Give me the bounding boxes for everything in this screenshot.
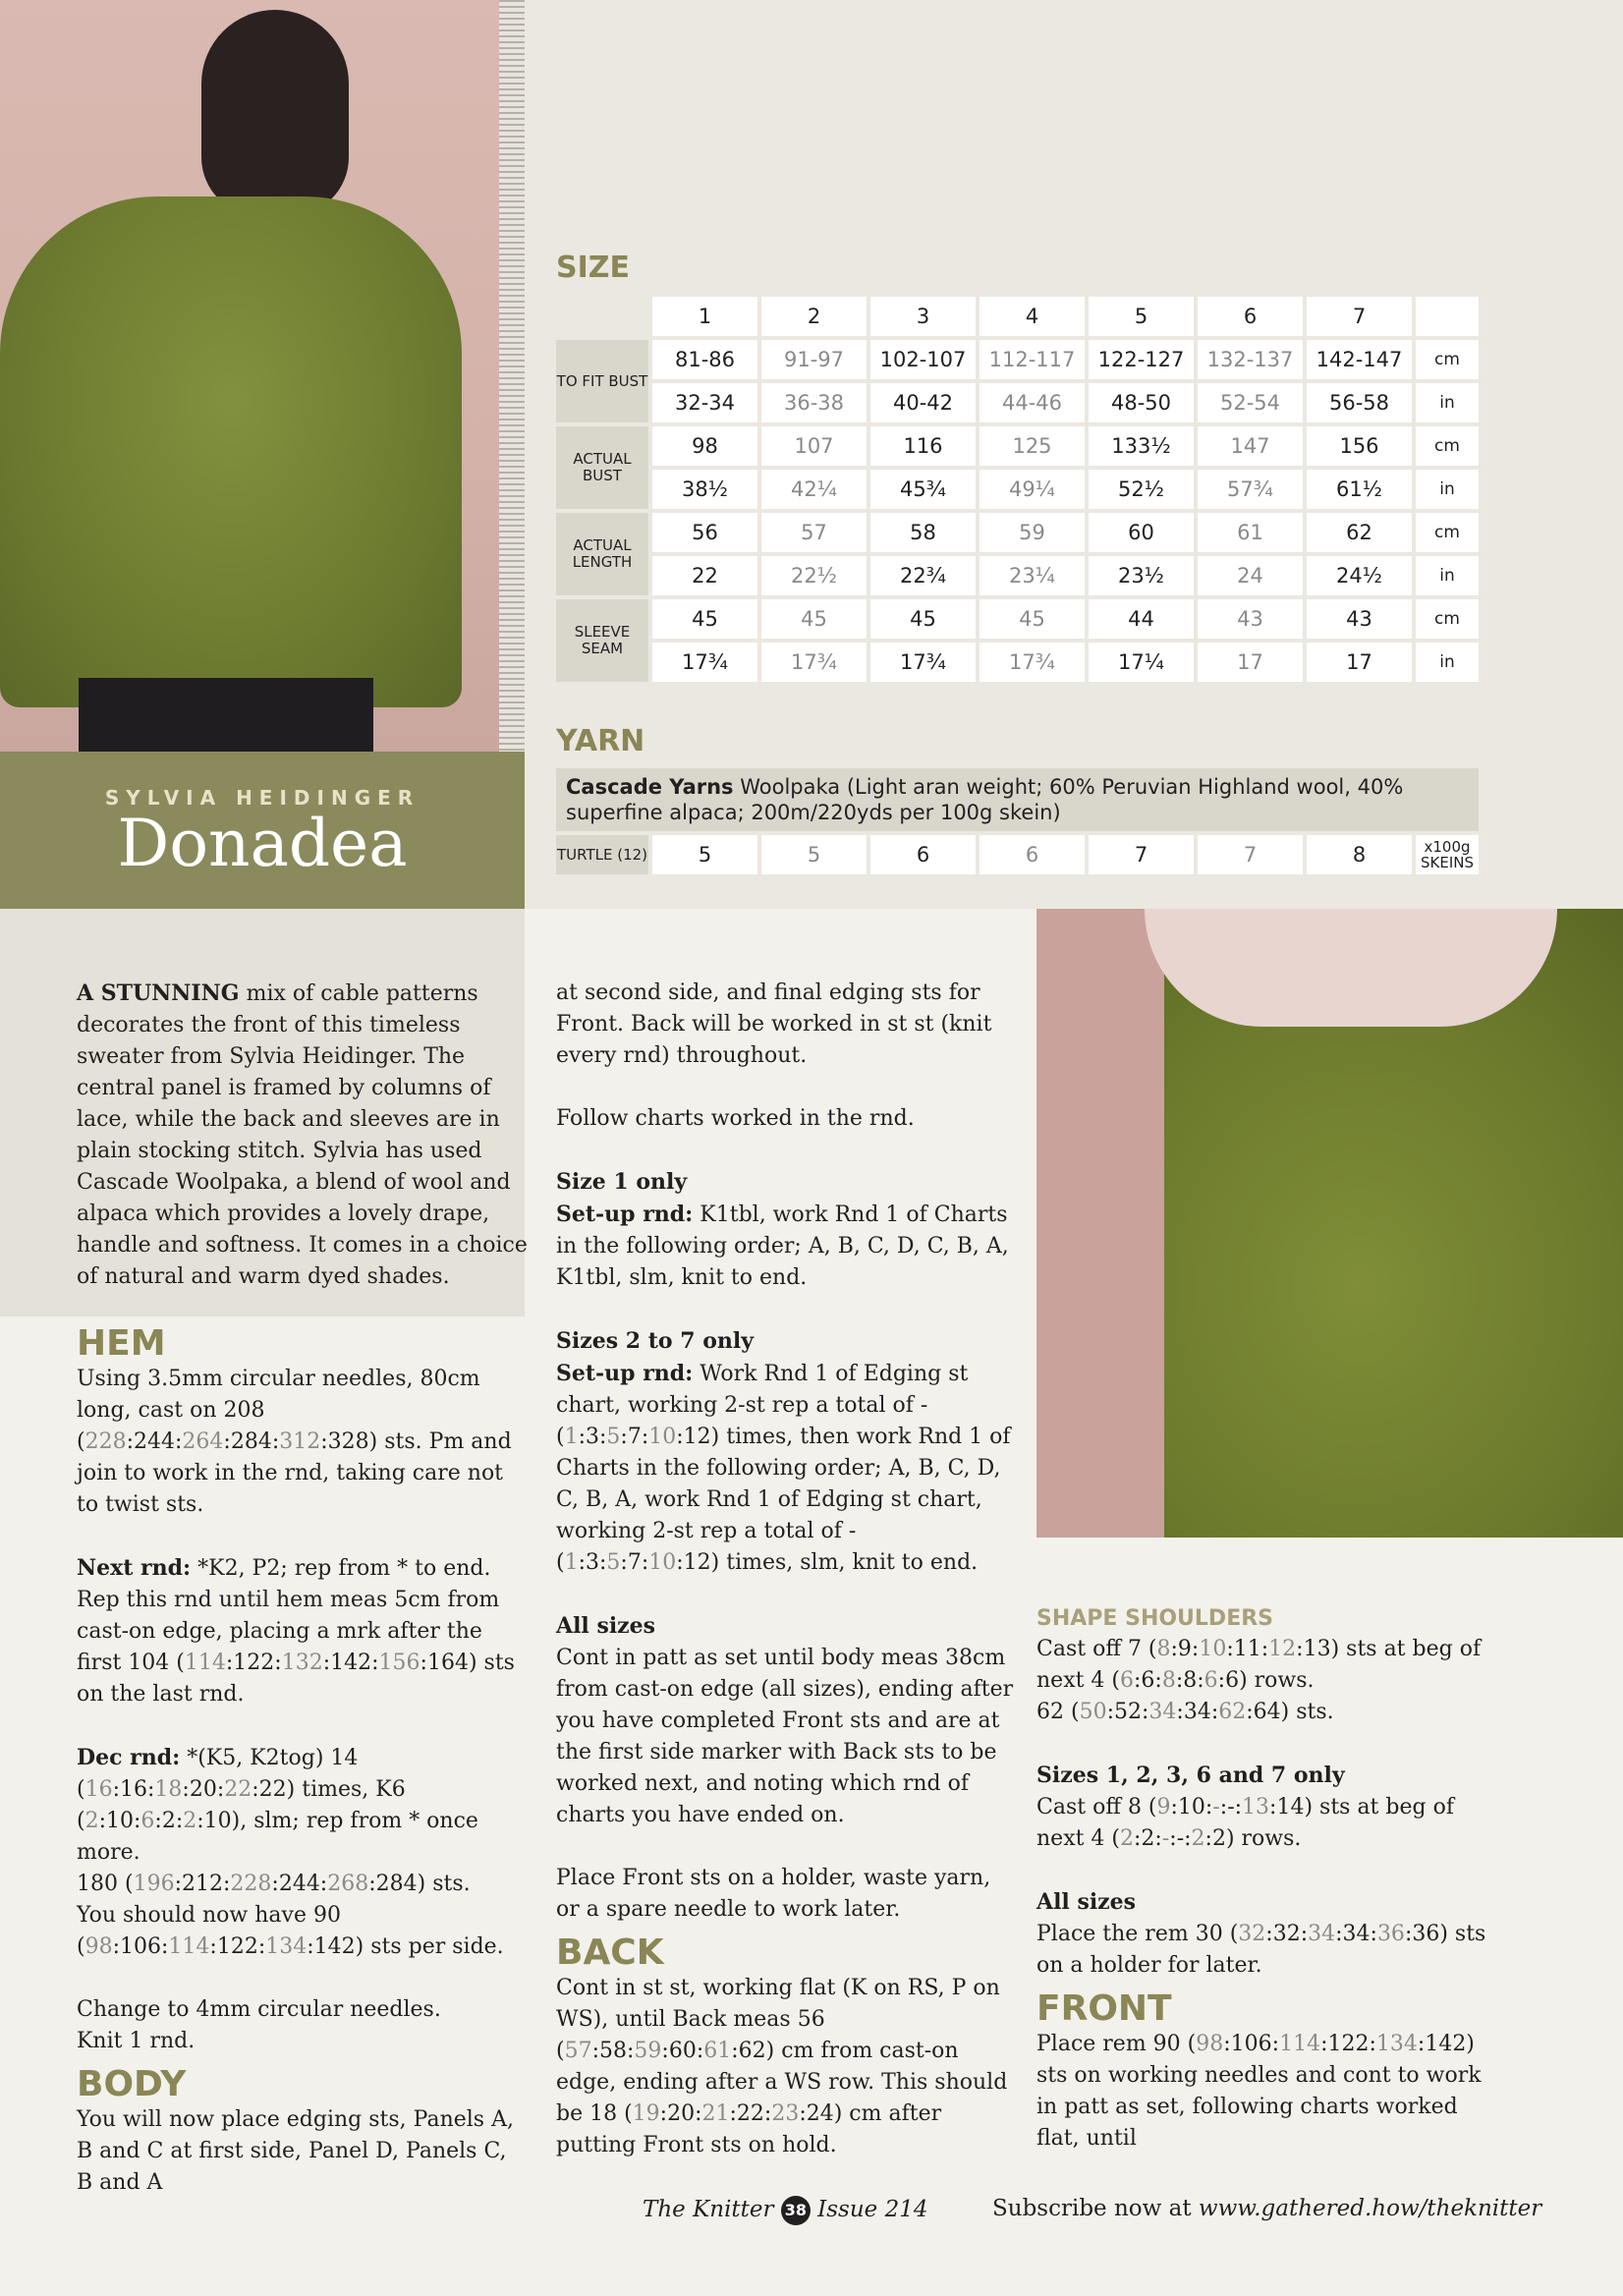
front-heading: FRONT [1036, 1988, 1172, 2029]
table-cell: 48-50 [1089, 383, 1194, 422]
footer-left [643, 2196, 927, 2225]
table-cell: 44 [1089, 599, 1194, 639]
model-hair [201, 10, 349, 216]
table-cell: 17 [1307, 643, 1412, 682]
text: *K2, P2; rep from * to end. [191, 1556, 491, 1581]
text: 34 [1308, 1922, 1336, 1946]
table-cell: 61½ [1307, 470, 1412, 509]
photo-background [1036, 909, 1164, 1538]
text: 10 [648, 1550, 677, 1575]
table-cell: 91-97 [761, 340, 867, 379]
row-label: SLEEVE SEAM [556, 599, 648, 682]
text: 18 [154, 1777, 183, 1802]
unit-cell: cm [1416, 426, 1479, 466]
text: :328) sts. Pm and join to work in the rnd, taking care not to twist sts. [77, 1429, 512, 1517]
text: Place rem 90 ( [1036, 2032, 1197, 2056]
sizes27-instructions [556, 1325, 1018, 1579]
text: 98 [84, 1934, 113, 1959]
pattern-title: Donadea [117, 806, 408, 881]
yarn-table [552, 764, 1483, 878]
text: 134 [1375, 2032, 1418, 2056]
empty-unit-cell [1416, 297, 1479, 336]
body-intro-cont: at second side, and final edging sts for Front. Back will be worked in st st (knit every rnd) throughout. [556, 980, 992, 1068]
size-col-3: 3 [870, 297, 976, 336]
text: 114 [168, 1934, 210, 1959]
text: Cast off 8 ( [1036, 1795, 1157, 1820]
unit-cell: in [1416, 643, 1479, 682]
text: 12 [1268, 1637, 1297, 1661]
table-row [556, 340, 1479, 379]
text: 196 [133, 1872, 175, 1896]
text: 134 [265, 1934, 308, 1959]
text: 312 [279, 1429, 321, 1454]
text: 132 [281, 1651, 323, 1675]
text: 1 [564, 1550, 579, 1575]
column-2 [556, 978, 1018, 2193]
table-cell: 57¾ [1198, 470, 1303, 509]
hem-next-rnd [77, 1552, 529, 1710]
text: Cont in st st, working flat (K on RS, P on WS), until Back meas 56 ( [556, 1976, 1000, 2063]
skein-cell: 6 [979, 835, 1085, 874]
text: Size 1 only [556, 1169, 688, 1195]
text: 19 [632, 2101, 660, 2126]
skein-cell: 7 [1198, 835, 1303, 874]
unit-cell: cm [1416, 340, 1479, 379]
table-cell: 58 [870, 513, 976, 552]
text: :34: [1335, 1922, 1377, 1946]
shade-label: TURTLE (12) [556, 835, 648, 874]
text: All sizes [1036, 1889, 1137, 1915]
table-row [556, 426, 1479, 466]
table-cell: 17¾ [761, 643, 867, 682]
text: Knit 1 rnd. [77, 2029, 196, 2053]
subscribe-url[interactable]: www.gathered.how/theknitter [1198, 2196, 1542, 2221]
table-cell: 52-54 [1198, 383, 1303, 422]
size1-instructions [556, 1166, 1018, 1294]
table-cell: 32-34 [652, 383, 757, 422]
text: 2 [1120, 1826, 1135, 1851]
table-cell: 116 [870, 426, 976, 466]
text: 8 [1156, 1637, 1171, 1661]
text: 62 [1218, 1700, 1247, 1724]
text: Sizes 2 to 7 only [556, 1328, 755, 1354]
table-cell: 22¾ [870, 556, 976, 595]
column-1 [77, 978, 529, 2230]
table-cell: 22 [652, 556, 757, 595]
size-header-row [556, 297, 1479, 336]
text: :-: [1219, 1795, 1243, 1820]
text: Using 3.5mm circular needles, 80cm long, cast on 208 ( [77, 1367, 480, 1454]
text: :8: [1175, 1668, 1204, 1693]
table-cell: 43 [1307, 599, 1412, 639]
designer-name: SYLVIA HEIDINGER [104, 786, 420, 810]
text: 36 [1376, 1922, 1405, 1946]
text: :22) times, K6 ( [77, 1777, 406, 1833]
page-number: 38 [781, 2196, 811, 2225]
table-row [556, 513, 1479, 552]
text: Sizes 1, 2, 3, 6 and 7 only [1036, 1763, 1345, 1788]
shoulders-sizes [1036, 1760, 1498, 1855]
table-cell: 17¼ [1089, 643, 1194, 682]
yarn-details: Woolpaka (Light aran weight; 60% Peruvian Highland wool, 40% superfine alpaca; 200m/220yds per 100g skein) [566, 775, 1404, 824]
text: :106: [112, 1934, 169, 1959]
text: 5 [606, 1550, 621, 1575]
back-instructions [556, 1973, 1018, 2161]
column-3 [1036, 1604, 1498, 2186]
table-cell: 61 [1198, 513, 1303, 552]
unit-cell: cm [1416, 513, 1479, 552]
table-cell: 62 [1307, 513, 1412, 552]
table-cell: 147 [1198, 426, 1303, 466]
text: 6 [140, 1809, 155, 1833]
text: 114 [184, 1651, 226, 1675]
table-cell: 24½ [1307, 556, 1412, 595]
table-cell: 38½ [652, 470, 757, 509]
unit-cell: cm [1416, 599, 1479, 639]
text: :106: [1223, 2032, 1280, 2056]
text: :2: [1134, 1826, 1162, 1851]
model-trousers [79, 678, 373, 752]
text: :9: [1170, 1637, 1200, 1661]
table-cell: 156 [1307, 426, 1412, 466]
table-row [556, 599, 1479, 639]
table-cell: 45 [979, 599, 1085, 639]
text: Cast off 7 ( [1036, 1637, 1157, 1661]
text: :122: [1320, 2032, 1376, 2056]
row-label: TO FIT BUST [556, 340, 648, 422]
text: :164) sts on the last rnd. [77, 1651, 515, 1707]
text: Set-up rnd: [556, 1361, 694, 1386]
text: :284) sts. [368, 1872, 471, 1896]
table-cell: 42¼ [761, 470, 867, 509]
text: :142) sts per side. [307, 1934, 504, 1959]
body-intro: You will now place edging sts, Panels A, B and C at first side, Panel D, Panels C, B and A [77, 2107, 514, 2195]
table-cell: 24 [1198, 556, 1303, 595]
text: 156 [378, 1651, 420, 1675]
text: :13) sts at beg of next 4 ( [1036, 1637, 1482, 1693]
text: :3: [578, 1550, 607, 1575]
text: 98 [1196, 2032, 1224, 2056]
subscribe-text: Subscribe now at [992, 2196, 1192, 2221]
shirt-collar [1145, 909, 1557, 1027]
yarn-brand: Cascade Yarns [566, 775, 734, 799]
text: :142: [322, 1651, 379, 1675]
text: :32: [1265, 1922, 1309, 1946]
text: 50 [1079, 1700, 1107, 1724]
text: :122: [209, 1934, 266, 1959]
table-cell: 132-137 [1198, 340, 1303, 379]
table-cell: 102-107 [870, 340, 976, 379]
text: K1tbl, work Rnd 1 of Charts in the following order; A, B, C, D, C, B, A, K1tbl, slm, knit to end. [556, 1203, 1009, 1290]
text: 1 [564, 1425, 579, 1449]
text: :60: [661, 2039, 704, 2063]
text: 10 [1199, 1637, 1227, 1661]
text: :12) times, then work Rnd 1 of Charts in the following order; A, B, C, D, C, B, A, work Rnd 1 of Edging st chart, working 2-st rep a total of - ( [556, 1425, 1011, 1575]
intro-text: mix of cable patterns decorates the front of this timeless sweater from Sylvia Heidinger. The central panel is framed by columns of lace, while the back and sleeves are in plain stocking stitch. Sylvia has used Cascade Woolpaka, a blend of wool and alpaca which provides a lovely drape, handle and softness. It comes in a choice of natural and warm dyed shades. [77, 981, 528, 1289]
table-cell: 98 [652, 426, 757, 466]
text: :58: [591, 2039, 635, 2063]
text: :64) sts. [1246, 1700, 1334, 1724]
text: Next rnd: [77, 1555, 192, 1581]
issue-number: Issue 214 [817, 2197, 928, 2222]
table-cell: 81-86 [652, 340, 757, 379]
table-cell: 112-117 [979, 340, 1085, 379]
text: 6 [1120, 1668, 1135, 1693]
table-cell: 17 [1198, 643, 1303, 682]
back-heading: BACK [556, 1932, 664, 1973]
text: 2 [84, 1809, 99, 1833]
table-cell: 44-46 [979, 383, 1085, 422]
table-cell: 17¾ [979, 643, 1085, 682]
skein-cell: 7 [1089, 835, 1194, 874]
table-cell: 125 [979, 426, 1085, 466]
text: 5 [606, 1425, 621, 1449]
footer-right [992, 2196, 1541, 2221]
text: :6) rows. [1217, 1668, 1315, 1693]
empty-cell [556, 297, 648, 336]
size-heading: SIZE [556, 251, 631, 285]
text: :36) sts on a holder for later. [1036, 1922, 1486, 1978]
text: 2 [1191, 1826, 1205, 1851]
text: Place the rem 30 ( [1036, 1922, 1239, 1946]
text: :212: [174, 1872, 231, 1896]
text: :6: [1134, 1668, 1162, 1693]
table-cell: 107 [761, 426, 867, 466]
text: 16 [84, 1777, 113, 1802]
unit-cell: in [1416, 383, 1479, 422]
text: :2: [154, 1809, 184, 1833]
text: *(K5, K2tog) 14 ( [77, 1746, 359, 1802]
text: 9 [1156, 1795, 1171, 1820]
hem-dec-rnd [77, 1742, 529, 1963]
table-cell: 36-38 [761, 383, 867, 422]
shoulders-cast-off [1036, 1634, 1498, 1728]
text: - [1161, 1826, 1170, 1851]
text: Change to 4mm circular needles. [77, 1997, 441, 2022]
table-cell: 49¼ [979, 470, 1085, 509]
hem-change-needles [77, 1994, 529, 2057]
all-sizes-instructions [556, 1610, 1018, 1831]
hem-heading: HEM [77, 1323, 166, 1364]
front-instructions [1036, 2029, 1498, 2155]
text: :7: [620, 1425, 649, 1449]
text: :142) sts on working needles and cont to work in patt as set, following charts worked flat, until [1036, 2032, 1482, 2151]
size-table [552, 293, 1483, 686]
skein-unit: x100g SKEINS [1416, 835, 1479, 874]
table-cell: 22½ [761, 556, 867, 595]
text: 57 [564, 2039, 592, 2063]
text: 6 [1203, 1668, 1218, 1693]
skein-cell: 5 [761, 835, 867, 874]
size-col-5: 5 [1089, 297, 1194, 336]
table-cell: 23¼ [979, 556, 1085, 595]
text: 2 [183, 1809, 197, 1833]
table-cell: 40-42 [870, 383, 976, 422]
size-col-2: 2 [761, 297, 867, 336]
text: :20: [659, 2101, 702, 2126]
table-cell: 45¾ [870, 470, 976, 509]
size-col-6: 6 [1198, 297, 1303, 336]
text: :122: [225, 1651, 282, 1675]
text: Rep this rnd until hem meas 5cm from cast-on edge, placing a mrk after the first 104 ( [77, 1588, 500, 1675]
text: You should now have 90 ( [77, 1903, 341, 1959]
table-cell: 52½ [1089, 470, 1194, 509]
text: 59 [634, 2039, 662, 2063]
model-back-photo [0, 0, 511, 752]
table-cell: 60 [1089, 513, 1194, 552]
hem-cast-on [77, 1364, 529, 1521]
text: :244: [126, 1429, 183, 1454]
text: 23 [771, 2101, 800, 2126]
intro-paragraph [77, 978, 529, 1293]
yarn-desc-row [556, 768, 1479, 831]
text: :7: [620, 1550, 649, 1575]
text: :-: [1169, 1826, 1192, 1851]
text: 114 [1279, 2032, 1321, 2056]
table-cell: 45 [870, 599, 976, 639]
text: 34 [1148, 1700, 1177, 1724]
text: :284: [223, 1429, 280, 1454]
text: :10: [1170, 1795, 1213, 1820]
skein-cell: 5 [652, 835, 757, 874]
text: :10), slm; rep from * once more. [77, 1809, 478, 1865]
table-cell: 43 [1198, 599, 1303, 639]
text: 21 [701, 2101, 730, 2126]
text: Cont in patt as set until body meas 38cm from cast-on edge (all sizes), ending after you have completed Front sts and are at the first side marker with Back sts to be worked next, and noting which rnd of charts you have ended on. [556, 1646, 1014, 1827]
text: :2) rows. [1204, 1826, 1302, 1851]
table-cell: 23½ [1089, 556, 1194, 595]
text: 228 [84, 1429, 127, 1454]
intro-lead: A STUNNING [77, 980, 240, 1006]
text: :24) cm after putting Front sts on hold. [556, 2101, 942, 2157]
skein-cell: 6 [870, 835, 976, 874]
unit-cell: in [1416, 470, 1479, 509]
table-cell: 45 [761, 599, 867, 639]
table-cell: 45 [652, 599, 757, 639]
unit-cell: in [1416, 556, 1479, 595]
body-follow-charts: Follow charts worked in the rnd. [556, 1106, 915, 1131]
text: Work Rnd 1 of Edging st chart, working 2-st rep a total of - ( [556, 1362, 969, 1449]
text: 32 [1238, 1922, 1266, 1946]
text: :244: [271, 1872, 328, 1896]
place-front-sts: Place Front sts on a holder, waste yarn, or a spare needle to work later. [556, 1866, 991, 1922]
text: 180 ( [77, 1872, 134, 1896]
table-cell: 56 [652, 513, 757, 552]
table-cell: 17¾ [652, 643, 757, 682]
text: 10 [648, 1425, 677, 1449]
text: Dec rnd: [77, 1745, 181, 1770]
table-cell: 142-147 [1307, 340, 1412, 379]
text: :34: [1176, 1700, 1219, 1724]
text: 8 [1161, 1668, 1176, 1693]
text: 268 [327, 1872, 369, 1896]
text: 264 [182, 1429, 224, 1454]
text: :22: [729, 2101, 772, 2126]
skein-row [556, 835, 1479, 874]
size-col-1: 1 [652, 297, 757, 336]
table-cell: 17¾ [870, 643, 976, 682]
sweater-detail-photo [1036, 909, 1623, 1538]
table-cell: 122-127 [1089, 340, 1194, 379]
row-label: ACTUAL BUST [556, 426, 648, 509]
text: :3: [578, 1425, 607, 1449]
size-col-7: 7 [1307, 297, 1412, 336]
text: All sizes [556, 1613, 656, 1639]
yarn-description [556, 768, 1479, 831]
text: 228 [230, 1872, 272, 1896]
magazine-name: The Knitter [643, 2197, 774, 2222]
text: 22 [224, 1777, 252, 1802]
shoulders-all-sizes [1036, 1886, 1498, 1982]
body-heading: BODY [77, 2064, 187, 2104]
text: 13 [1242, 1795, 1270, 1820]
table-row [556, 383, 1479, 422]
size-col-4: 4 [979, 297, 1085, 336]
shape-shoulders-heading: SHAPE SHOULDERS [1036, 1606, 1274, 1631]
text: :10: [98, 1809, 141, 1833]
text: :12) times, slm, knit to end. [676, 1550, 979, 1575]
skein-cell: 8 [1307, 835, 1412, 874]
table-cell: 56-58 [1307, 383, 1412, 422]
text: 61 [703, 2039, 732, 2063]
row-label: ACTUAL LENGTH [556, 513, 648, 595]
table-row [556, 556, 1479, 595]
text: :20: [182, 1777, 225, 1802]
text: 62 ( [1036, 1700, 1080, 1724]
table-row [556, 470, 1479, 509]
text: - [1212, 1795, 1220, 1820]
table-cell: 59 [979, 513, 1085, 552]
yarn-heading: YARN [556, 724, 645, 758]
green-sweater-back [0, 196, 462, 707]
table-row [556, 643, 1479, 682]
text: :11: [1226, 1637, 1269, 1661]
table-cell: 57 [761, 513, 867, 552]
text: Set-up rnd: [556, 1202, 694, 1227]
table-cell: 133½ [1089, 426, 1194, 466]
text: :16: [112, 1777, 155, 1802]
text: :52: [1106, 1700, 1149, 1724]
text: :62) cm from cast-on edge, ending after a WS row. This should be 18 ( [556, 2039, 1008, 2126]
text: :14) sts at beg of next 4 ( [1036, 1795, 1454, 1851]
